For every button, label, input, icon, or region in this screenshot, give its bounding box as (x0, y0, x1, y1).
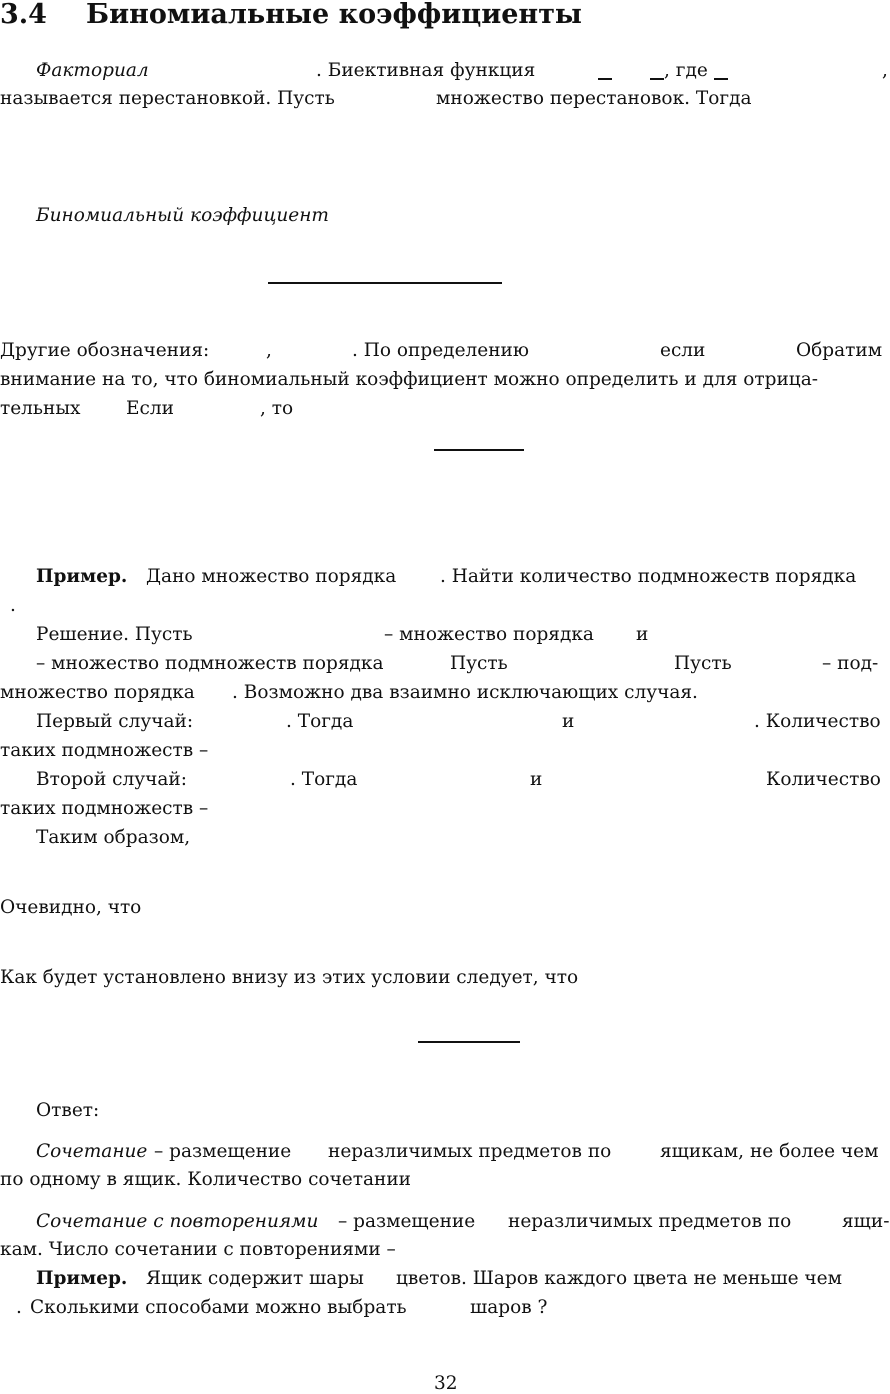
solution-line-2a: – множество подмножеств порядка (36, 653, 384, 674)
solution-line-2c: Пусть (674, 653, 732, 674)
fraction-bar (268, 282, 502, 284)
p3-line-3c: , то (260, 398, 294, 419)
case1-d: . Количество (754, 711, 881, 732)
solution-line-2d: – под- (822, 653, 879, 674)
section-title: Биномиальные коэффициенты (86, 0, 582, 30)
case1-e: таких подмножеств – (0, 740, 209, 761)
page-number: 32 (434, 1373, 458, 1394)
example2-line-1b: цветов. Шаров каждого цвета не меньше чем (396, 1268, 842, 1289)
obvious-text: Очевидно, что (0, 897, 142, 918)
thus-text: Таким образом, (36, 827, 191, 848)
solution-text-a: Решение. Пусть (36, 624, 193, 645)
term-factorial: Факториал (36, 60, 149, 81)
solution-line-3a: множество порядка (0, 682, 195, 703)
comb-text-b: неразличимых предметов по (328, 1141, 612, 1162)
case1-c: и (562, 711, 575, 732)
term-binomial-coefficient: Биномиальный коэффициент (36, 205, 329, 226)
comb-text-a: – размещение (154, 1141, 292, 1162)
example1-line-1b: . Найти количество подмножеств порядка (440, 566, 857, 587)
fraction-bar (418, 1041, 520, 1043)
example-label: Пример. (36, 566, 128, 587)
p3-text-c: . По определению (352, 340, 529, 361)
p1-text-3: , (882, 60, 888, 81)
example2-line-2b: Сколькими способами можно выбрать (30, 1297, 407, 1318)
formula-placeholder (598, 78, 612, 80)
fraction-bar (434, 449, 524, 451)
comb-text-c: ящикам, не более чем (660, 1141, 879, 1162)
combrep-line-2: кам. Число сочетании с повторениями – (0, 1239, 396, 1260)
p3-text-a: Другие обозначения: (0, 340, 210, 361)
formula-placeholder (714, 78, 728, 80)
example2-line-2a: . (16, 1297, 22, 1318)
p3-text-e: Обратим (796, 340, 883, 361)
case2-c: и (530, 769, 543, 790)
case2-a: Второй случай: (36, 769, 187, 790)
example1-line-1: Дано множество порядка (146, 566, 397, 587)
p3-line-3b: Если (126, 398, 174, 419)
p1-line-2: называется перестановкой. Пусть (0, 88, 335, 109)
term-combination-repetition: Сочетание с повторениями (36, 1211, 319, 1232)
combrep-text-b: неразличимых предметов по (508, 1211, 792, 1232)
later-text: Как будет установлено внизу из этих условии следует, что (0, 967, 579, 988)
p1-text-1: . Биективная функция (316, 60, 536, 81)
example-label: Пример. (36, 1268, 128, 1289)
solution-text-c: и (636, 624, 649, 645)
section-number: 3.4 (0, 0, 47, 30)
combrep-text-c: ящи- (842, 1211, 890, 1232)
example2-line-2c: шаров ? (470, 1297, 548, 1318)
p1-text-2: , где (664, 60, 708, 81)
solution-line-2b: Пусть (450, 653, 508, 674)
answer-label: Ответ: (36, 1100, 100, 1121)
case2-e: таких подмножеств – (0, 798, 209, 819)
case1-b: . Тогда (286, 711, 354, 732)
example2-line-1a: Ящик содержит шары (146, 1268, 364, 1289)
formula-placeholder (650, 78, 664, 80)
example1-line-2: . (10, 595, 16, 616)
case1-a: Первый случай: (36, 711, 194, 732)
p1-line-2b: множество перестановок. Тогда (436, 88, 752, 109)
term-combination: Сочетание (36, 1141, 148, 1162)
case2-d: Количество (766, 769, 881, 790)
p3-text-b: , (266, 340, 272, 361)
p3-line-3a: тельных (0, 398, 81, 419)
case2-b: . Тогда (290, 769, 358, 790)
comb-line-2: по одному в ящик. Количество сочетании (0, 1169, 412, 1190)
solution-text-b: – множество порядка (384, 624, 594, 645)
combrep-text-a: – размещение (338, 1211, 476, 1232)
p3-line-2: внимание на то, что биномиальный коэффициент можно определить и для отрица- (0, 369, 818, 390)
solution-line-3b: . Возможно два взаимно исключающих случая. (232, 682, 698, 703)
p3-text-d: если (660, 340, 706, 361)
